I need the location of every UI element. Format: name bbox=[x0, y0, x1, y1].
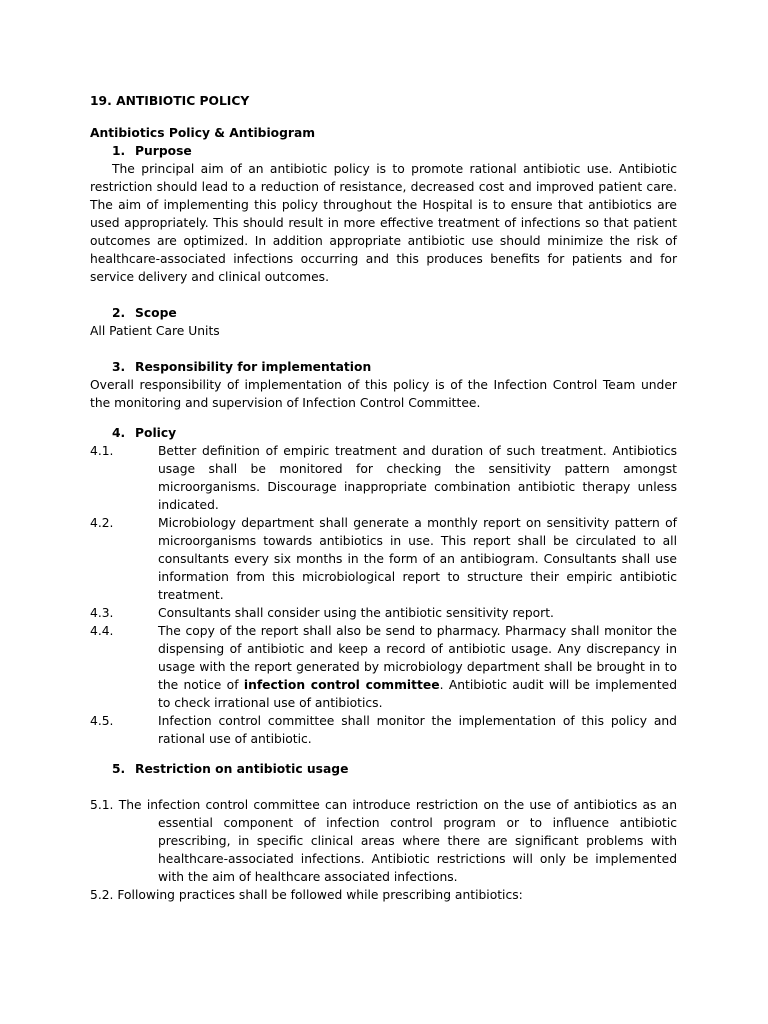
policy-item-text: Infection control committee shall monitor the implementation of this policy and rational use of antibiotic. bbox=[158, 714, 677, 746]
document-title: 19. ANTIBIOTIC POLICY bbox=[90, 94, 250, 108]
policy-item-text-bold: infection control committee bbox=[243, 678, 440, 692]
restriction-item-number: 5.1. bbox=[90, 798, 114, 812]
restriction-heading-text: Restriction on antibiotic usage bbox=[135, 762, 349, 776]
scope-paragraph: All Patient Care Units bbox=[90, 324, 220, 338]
policy-heading bbox=[90, 424, 677, 442]
policy-item-number: 4.5. bbox=[90, 714, 114, 728]
policy-item-number: 4.4. bbox=[90, 624, 114, 638]
policy-item bbox=[90, 514, 677, 604]
policy-number: 4. bbox=[112, 426, 126, 440]
restriction-heading bbox=[90, 760, 677, 778]
purpose-heading-text: Purpose bbox=[135, 144, 192, 158]
scope-heading bbox=[90, 304, 677, 322]
responsibility-heading bbox=[90, 358, 677, 376]
policy-item bbox=[90, 604, 677, 622]
purpose-number: 1. bbox=[112, 144, 126, 158]
purpose-heading bbox=[90, 142, 677, 160]
policy-item bbox=[90, 442, 677, 514]
policy-item bbox=[90, 622, 677, 712]
policy-item-text: Microbiology department shall generate a monthly report on sensitivity pattern of microorganisms towards antibiotics in use. This report shall be circulated to all consultants every six months in the form of an antibiogram. Consultants shall use information from this microbiological report to structure their empiric antibiotic treatment. bbox=[158, 516, 677, 602]
section-title: Antibiotics Policy & Antibiogram bbox=[90, 126, 316, 140]
policy-item-text-part: The copy of the report shall also be send to pharmacy. Pharmacy shall monitor the dispensing of antibiotic and keep a record of antibiotic usage. Any discrepancy in usage with the report generated by microbiology department shall be brought in to the notice of bbox=[158, 624, 677, 692]
responsibility-paragraph: Overall responsibility of implementation of this policy is of the Infection Control Team under the monitoring and supervision of Infection Control Committee. bbox=[90, 378, 677, 410]
policy-item bbox=[90, 712, 677, 748]
restriction-number: 5. bbox=[112, 762, 126, 776]
scope-heading-text: Scope bbox=[135, 306, 177, 320]
restriction-item bbox=[90, 886, 677, 904]
purpose-paragraph: The principal aim of an antibiotic policy is to promote rational antibiotic use. Antibiotic restriction should lead to a reduction of resistance, decreased cost and improved patient care. The aim of implementing this policy throughout the Hospital is to ensure that antibiotics are used appropriately. This should result in more effective treatment of infections so that patient outcomes are optimized. In addition appropriate antibiotic use should minimize the risk of healthcare-associated infections occurring and this produces benefits for patients and for service delivery and clinical outcomes. bbox=[90, 162, 677, 284]
restriction-item bbox=[90, 796, 677, 886]
scope-number: 2. bbox=[112, 306, 126, 320]
policy-item-text-part: . Antibiotic audit will be implemented to check irrational use of antibiotics. bbox=[158, 678, 678, 710]
policy-item-number: 4.3. bbox=[90, 606, 114, 620]
policy-heading-text: Policy bbox=[135, 426, 177, 440]
policy-item-text: Better definition of empiric treatment and duration of such treatment. Antibiotics usage shall be monitored for checking the sensitivity pattern amongst microorganisms. Discourage inappropriate combination antibiotic therapy unless indicated. bbox=[158, 444, 677, 512]
policy-item-number: 4.1. bbox=[90, 444, 114, 458]
restriction-item-number: 5.2. bbox=[90, 888, 114, 902]
restriction-item-text: The infection control committee can introduce restriction on the use of antibiotics as an essential component of infection control program or to influence antibiotic prescribing, in specific clinical areas where there are significant problems with healthcare-associated infections. Antibiotic restrictions will only be implemented with the aim of healthcare associated infections. bbox=[118, 798, 677, 884]
responsibility-number: 3. bbox=[112, 360, 126, 374]
document-body bbox=[90, 92, 677, 904]
responsibility-heading-text: Responsibility for implementation bbox=[135, 360, 372, 374]
policy-item-text: Consultants shall consider using the antibiotic sensitivity report. bbox=[158, 606, 554, 620]
restriction-item-text: Following practices shall be followed while prescribing antibiotics: bbox=[117, 888, 523, 902]
policy-item-text bbox=[158, 622, 677, 712]
policy-item-number: 4.2. bbox=[90, 516, 114, 530]
